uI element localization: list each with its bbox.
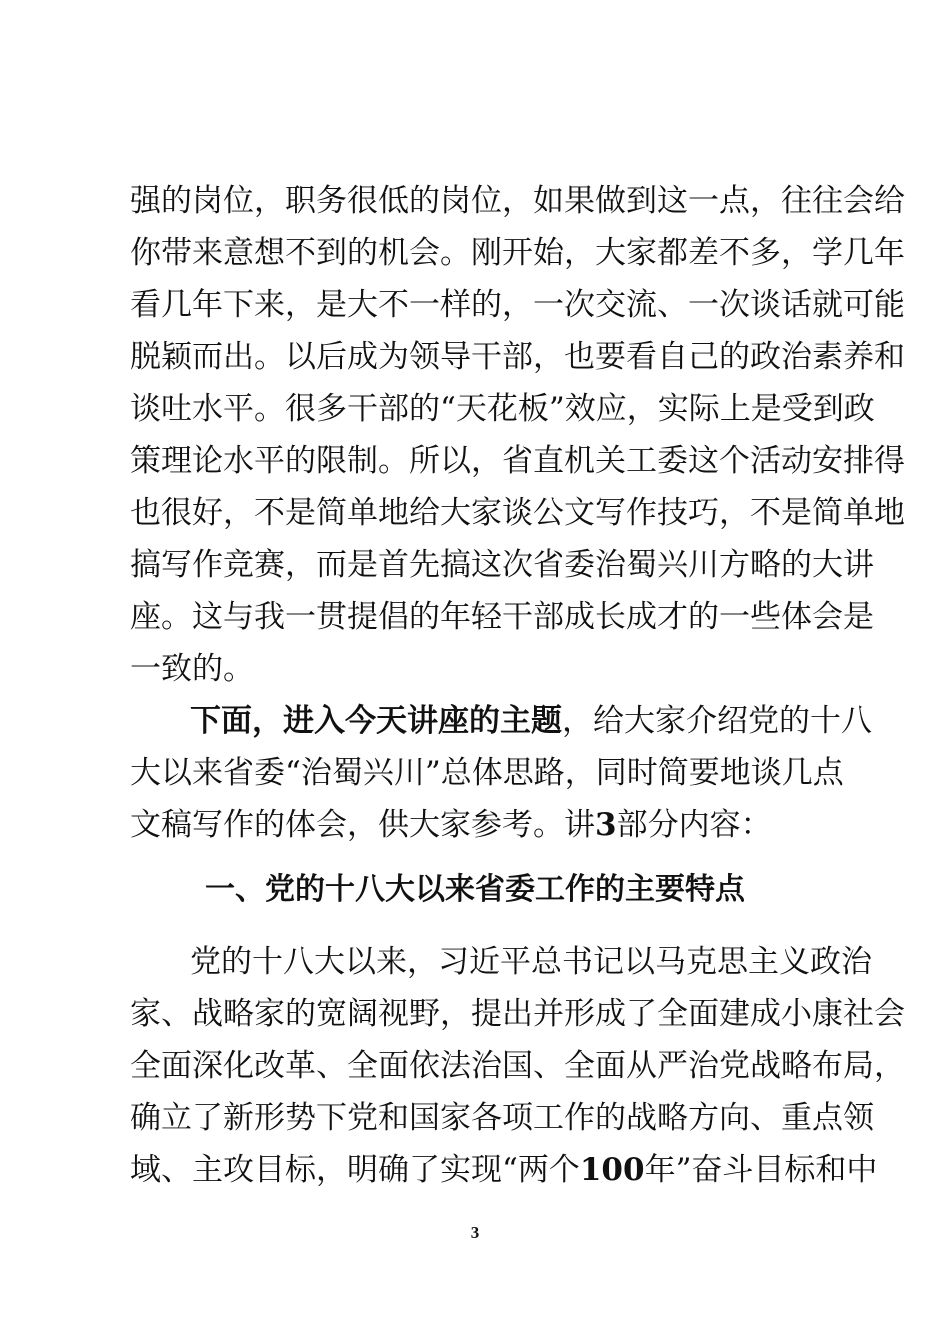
paragraph-1-line-10: 一致的。 (130, 651, 254, 687)
paragraph-2-line-1 (190, 695, 872, 747)
paragraph-1-line-6: 策理论水平的限制。所以，省直机关工委这个活动安排得 (130, 443, 905, 479)
paragraph-1-line-2: 你带来意想不到的机会。刚开始，大家都差不多，学几年 (130, 235, 905, 271)
paragraph-1-line-9: 座。这与我一贯提倡的年轻干部成长成才的一些体会是 (130, 599, 874, 635)
paragraph-3-line-2: 家、战略家的宽阔视野，提出并形成了全面建成小康社会 (130, 996, 905, 1032)
paragraph-2-line-3 (130, 799, 822, 851)
paragraph-2-bold-lead: 下面，进入今天讲座的主题 (190, 703, 562, 739)
paragraph-3-line-5-prefix: 域、主攻目标，明确了实现“两个 (130, 1152, 580, 1188)
paragraph-3-goal-number: 100 (579, 1152, 645, 1188)
paragraph-3-line-1: 党的十八大以来，习近平总书记以马克思主义政治 (190, 944, 872, 980)
paragraph-2-line-1-rest: ，给大家介绍党的十八 (562, 703, 872, 739)
paragraph-1-line-5: 谈吐水平。很多干部的“天花板”效应，实际上是受到政 (130, 391, 875, 427)
paragraph-1-line-7: 也很好，不是简单地给大家谈公文写作技巧，不是简单地 (130, 495, 905, 531)
paragraph-1-line-4: 脱颖而出。以后成为领导干部，也要看自己的政治素养和 (130, 339, 905, 375)
paragraph-3-line-5-suffix: 年”奋斗目标和中 (644, 1152, 878, 1188)
paragraph-3-line-4: 确立了新形势下党和国家各项工作的战略方向、重点领 (130, 1100, 874, 1136)
paragraph-2-part-count: 3 (595, 807, 617, 843)
page-number: 3 (470, 1223, 480, 1242)
paragraph-1-line-3: 看几年下来，是大不一样的，一次交流、一次谈话就可能 (130, 287, 905, 323)
paragraph-2-line-2: 大以来省委“治蜀兴川”总体思路，同时简要地谈几点 (130, 755, 844, 791)
paragraph-3-line-5 (130, 1144, 878, 1196)
paragraph-1-line-8: 搞写作竞赛，而是首先搞这次省委治蜀兴川方略的大讲 (130, 547, 874, 583)
paragraph-2-line-3-suffix: 部分内容： (616, 807, 772, 843)
paragraph-2-line-3-prefix: 文稿写作的体会，供大家参考。讲 (130, 807, 595, 843)
section-heading: 一、党的十八大以来省委工作的主要特点 (205, 872, 745, 907)
paragraph-3-line-3: 全面深化改革、全面依法治国、全面从严治党战略布局， (130, 1048, 905, 1084)
paragraph-1-line-1: 强的岗位，职务很低的岗位，如果做到这一点，往往会给 (130, 183, 905, 219)
